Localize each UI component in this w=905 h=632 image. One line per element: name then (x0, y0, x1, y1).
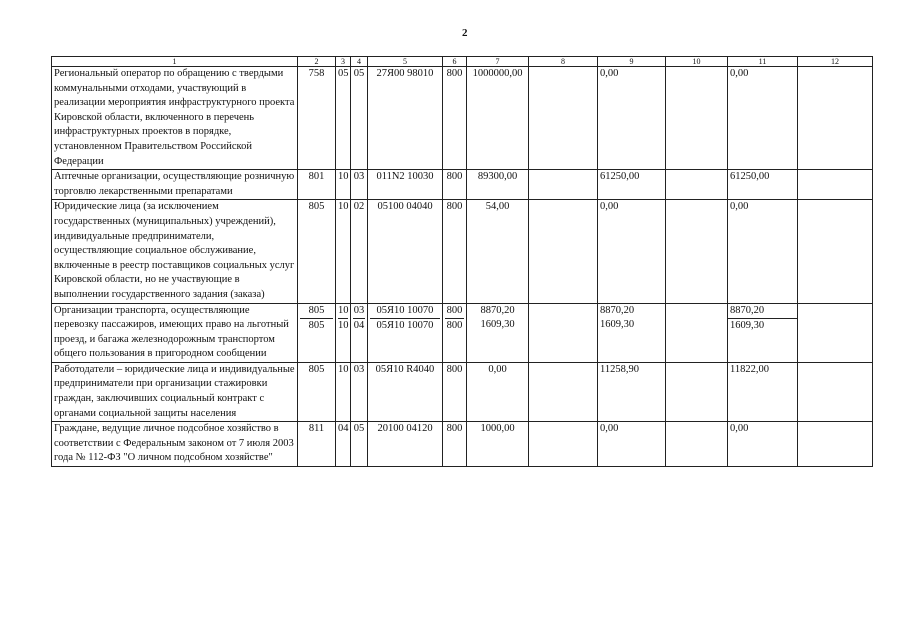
target-article-code: 05Я10 10070 (376, 304, 434, 316)
target-article-code-cell (368, 303, 443, 362)
recipient-name: Региональный оператор по обращению с твердыми коммунальными отходами, участвующий в реализации мероприятия инфраструктурного проекта Кировской области, включенного в перечень инфраструктурных проектов в порядке, установленном Правительством Российской Федерации (52, 67, 298, 170)
column-number-row (52, 57, 873, 67)
target-article-code: 20100 04120 (368, 422, 443, 467)
section-code: 10 (338, 318, 348, 334)
target-article-code: 011N2 10030 (368, 170, 443, 200)
page-number: 2 (462, 27, 468, 39)
amount-col-7: 89300,00 (467, 170, 529, 200)
amount-col-12 (798, 200, 873, 303)
amount-col-12 (798, 303, 873, 362)
column-header: 12 (798, 57, 873, 67)
section-code: 04 (336, 422, 351, 467)
expense-type-code: 800 (443, 170, 467, 200)
section-code: 10 (336, 200, 351, 303)
amount-col-11-cell (728, 303, 798, 362)
amount-col-8 (529, 170, 598, 200)
subsection-code: 03 (351, 362, 368, 421)
column-header: 11 (728, 57, 798, 67)
column-header: 9 (598, 57, 666, 67)
amount-col-7: 1000000,00 (467, 67, 529, 170)
table-row (52, 303, 873, 362)
amount-col-8 (529, 200, 598, 303)
ministry-code: 805 (298, 200, 336, 303)
amount-col-11: 11822,00 (728, 362, 798, 421)
amount-col-12 (798, 67, 873, 170)
expense-type-code: 800 (443, 422, 467, 467)
amount-col-11: 1609,30 (728, 318, 798, 334)
budget-table (51, 56, 873, 467)
column-header: 7 (467, 57, 529, 67)
amount-col-10 (666, 422, 728, 467)
column-header: 5 (368, 57, 443, 67)
amount-col-9: 8870,20 (600, 304, 635, 316)
subsection-code: 03 (353, 304, 365, 316)
subsection-code: 05 (351, 67, 368, 170)
expense-type-code: 800 (443, 67, 467, 170)
subsection-code: 05 (351, 422, 368, 467)
amount-col-12 (798, 422, 873, 467)
amount-col-10 (666, 67, 728, 170)
column-header: 10 (666, 57, 728, 67)
amount-col-11: 0,00 (728, 422, 798, 467)
amount-col-8 (529, 67, 598, 170)
amount-col-11: 61250,00 (728, 170, 798, 200)
amount-col-7: 54,00 (467, 200, 529, 303)
amount-col-12 (798, 362, 873, 421)
amount-col-9: 1609,30 (600, 319, 635, 331)
expense-type-code: 800 (443, 362, 467, 421)
amount-col-10 (666, 303, 728, 362)
amount-col-7: 1000,00 (467, 422, 529, 467)
amount-col-9-cell (598, 303, 666, 362)
ministry-code: 758 (298, 67, 336, 170)
subsection-code: 03 (351, 170, 368, 200)
recipient-name: Организации транспорта, осуществляющие перевозку пассажиров, имеющих право на льготный проезд, и багажа железнодорожным транспортом общего пользования в пригородном сообщении (52, 303, 298, 362)
recipient-name: Аптечные организации, осуществляющие розничную торговлю лекарственными препаратами (52, 170, 298, 200)
amount-col-7: 1609,30 (480, 319, 515, 331)
amount-col-10 (666, 200, 728, 303)
column-header: 1 (52, 57, 298, 67)
recipient-name: Юридические лица (за исключением государственных (муниципальных) учреждений), индивидуальные предприниматели, осуществляющие социальное обслуживание, включенные в реестр поставщиков социальных услуг Кировской области, но не участвующие в выполнении государственного задания (заказа) (52, 200, 298, 303)
recipient-name: Граждане, ведущие личное подсобное хозяйство в соответствии с Федеральным законом от 7 июля 2003 года № 112-ФЗ "О личном подсобном хозяйстве" (52, 422, 298, 467)
column-header: 4 (351, 57, 368, 67)
expense-type-code-cell (443, 303, 467, 362)
amount-col-7-cell (467, 303, 529, 362)
amount-col-9: 11258,90 (598, 362, 666, 421)
section-code: 05 (336, 67, 351, 170)
amount-col-8 (529, 303, 598, 362)
ministry-code: 805 (298, 362, 336, 421)
subsection-code: 02 (351, 200, 368, 303)
target-article-code: 27Я00 98010 (368, 67, 443, 170)
amount-col-8 (529, 362, 598, 421)
amount-col-9: 0,00 (598, 200, 666, 303)
section-code: 10 (336, 362, 351, 421)
ministry-code-cell (298, 303, 336, 362)
section-code-cell (336, 303, 351, 362)
column-header: 8 (529, 57, 598, 67)
amount-col-7: 8870,20 (480, 304, 515, 316)
column-header: 6 (443, 57, 467, 67)
ministry-code: 805 (308, 304, 325, 316)
amount-col-11: 8870,20 (730, 304, 765, 316)
table-row (52, 170, 873, 200)
section-code: 10 (338, 304, 349, 316)
amount-col-12 (798, 170, 873, 200)
table-row (52, 362, 873, 421)
amount-col-7: 0,00 (467, 362, 529, 421)
table-row (52, 67, 873, 170)
expense-type-code: 800 (443, 200, 467, 303)
amount-col-11: 0,00 (728, 67, 798, 170)
ministry-code: 805 (300, 318, 333, 334)
column-header: 3 (336, 57, 351, 67)
ministry-code: 811 (298, 422, 336, 467)
recipient-name: Работодатели – юридические лица и индивидуальные предприниматели при организации стажировки граждан, заключивших социальный контракт с органами социальной защиты населения (52, 362, 298, 421)
amount-col-11: 0,00 (728, 200, 798, 303)
subsection-code-cell (351, 303, 368, 362)
table-row (52, 422, 873, 467)
amount-col-9: 61250,00 (598, 170, 666, 200)
subsection-code: 04 (353, 318, 365, 334)
amount-col-9: 0,00 (598, 422, 666, 467)
section-code: 10 (336, 170, 351, 200)
ministry-code: 801 (298, 170, 336, 200)
amount-col-10 (666, 362, 728, 421)
expense-type-code: 800 (446, 304, 463, 316)
table-row (52, 200, 873, 303)
amount-col-8 (529, 422, 598, 467)
amount-col-9: 0,00 (598, 67, 666, 170)
expense-type-code: 800 (445, 318, 464, 334)
target-article-code: 05100 04040 (368, 200, 443, 303)
amount-col-10 (666, 170, 728, 200)
column-header: 2 (298, 57, 336, 67)
target-article-code: 05Я10 10070 (370, 318, 440, 334)
target-article-code: 05Я10 R4040 (368, 362, 443, 421)
